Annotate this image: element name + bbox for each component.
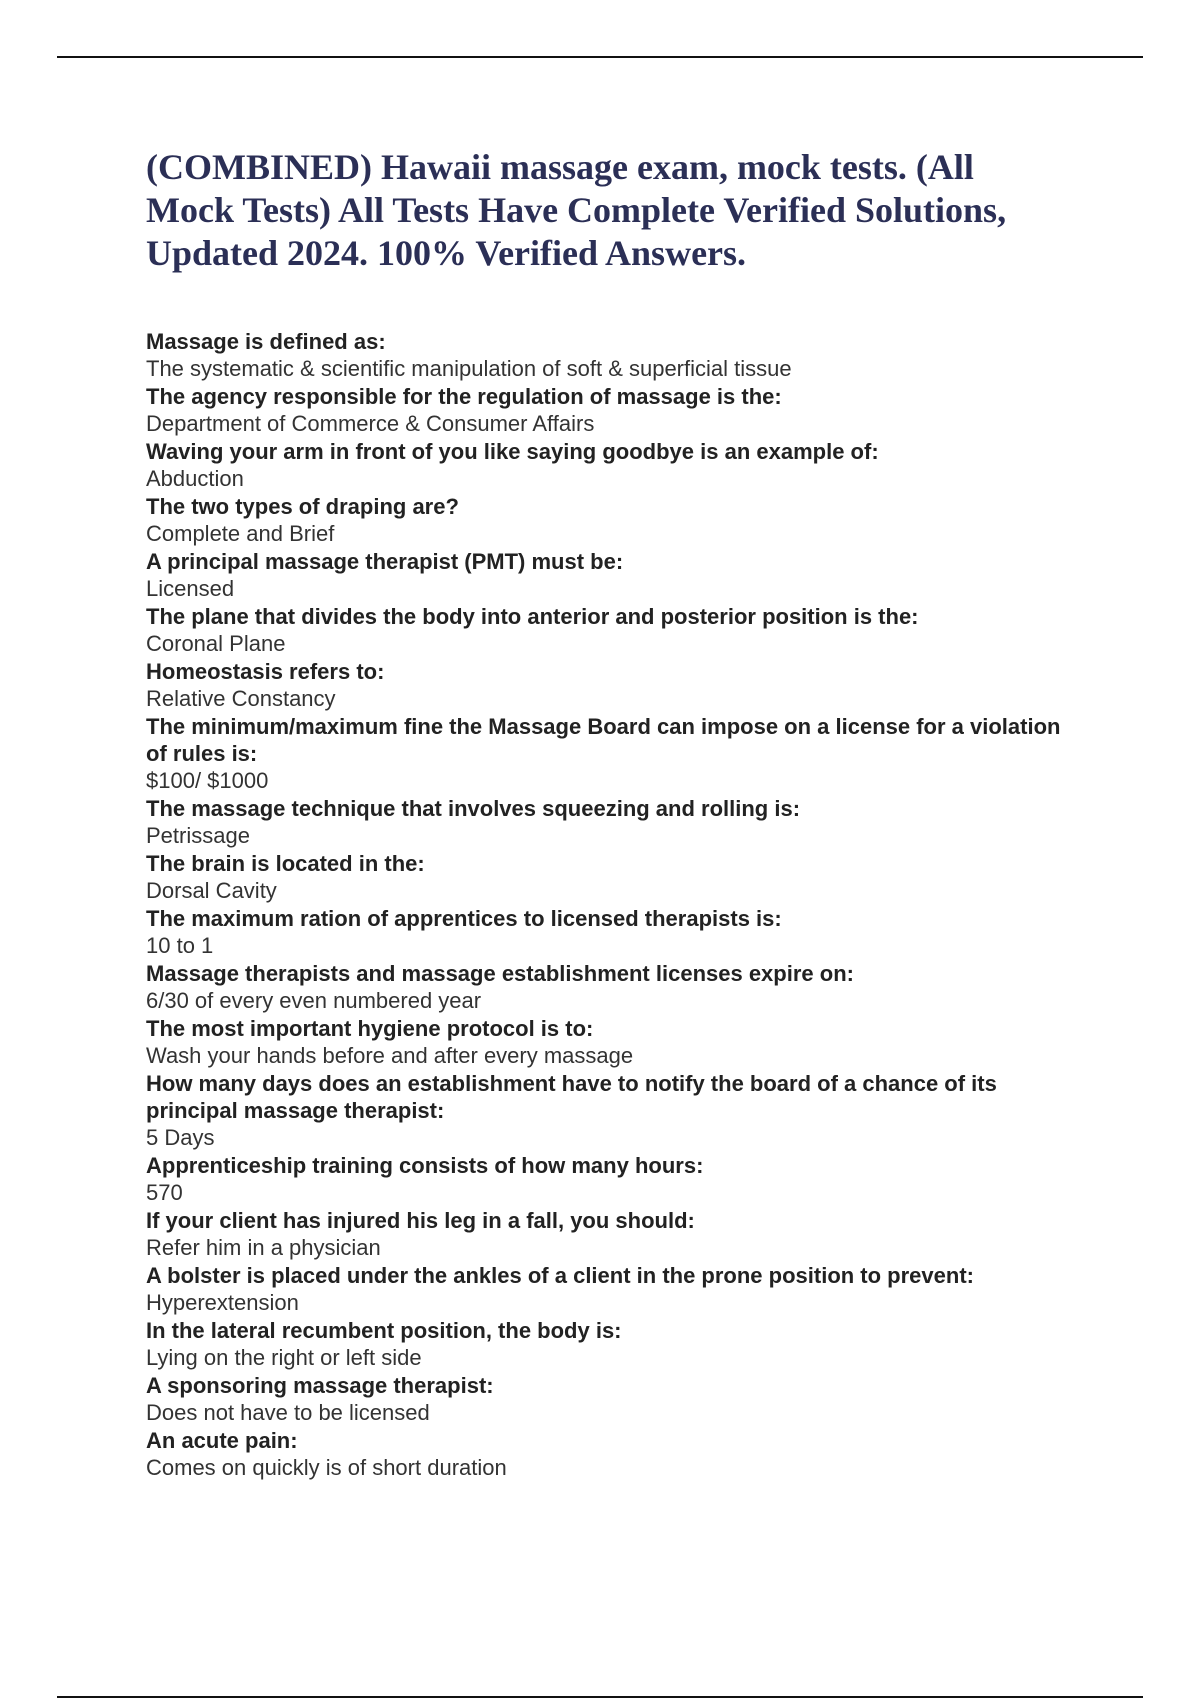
answer: Lying on the right or left side <box>146 1345 422 1370</box>
qa-item <box>146 383 1066 438</box>
question: The brain is located in the: <box>146 851 425 876</box>
qa-list <box>146 328 1066 1482</box>
question: The two types of draping are? <box>146 494 459 519</box>
qa-item <box>146 960 1066 1015</box>
answer: Dorsal Cavity <box>146 878 277 903</box>
question: The most important hygiene protocol is to: <box>146 1016 594 1041</box>
qa-item <box>146 1070 1066 1152</box>
qa-item <box>146 1317 1066 1372</box>
question: Waving your arm in front of you like saying goodbye is an example of: <box>146 439 879 464</box>
qa-item <box>146 658 1066 713</box>
top-divider <box>57 56 1143 58</box>
answer: Does not have to be licensed <box>146 1400 430 1425</box>
answer: Hyperextension <box>146 1290 299 1315</box>
answer: Licensed <box>146 576 235 601</box>
qa-item <box>146 795 1066 850</box>
answer: 5 Days <box>146 1125 215 1150</box>
answer: Comes on quickly is of short duration <box>146 1455 507 1480</box>
question: Homeostasis refers to: <box>146 659 385 684</box>
qa-item <box>146 493 1066 548</box>
question: The minimum/maximum fine the Massage Board can impose on a license for a violation of rules is: <box>146 714 1061 766</box>
question: An acute pain: <box>146 1428 298 1453</box>
qa-item <box>146 328 1066 383</box>
question: The agency responsible for the regulation of massage is the: <box>146 384 782 409</box>
answer: Refer him in a physician <box>146 1235 381 1260</box>
qa-item <box>146 713 1066 795</box>
qa-item <box>146 850 1066 905</box>
question: A bolster is placed under the ankles of a client in the prone position to prevent: <box>146 1263 974 1288</box>
qa-item <box>146 1015 1066 1070</box>
qa-item <box>146 1427 1066 1482</box>
answer: Coronal Plane <box>146 631 286 656</box>
question: A principal massage therapist (PMT) must be: <box>146 549 624 574</box>
question: In the lateral recumbent position, the body is: <box>146 1318 622 1343</box>
answer: The systematic & scientific manipulation of soft & superficial tissue <box>146 356 792 381</box>
document-title: (COMBINED) Hawaii massage exam, mock tests. (All Mock Tests) All Tests Have Complete Verified Solutions, Updated 2024. 100% Verified Answers. <box>146 147 1007 273</box>
qa-item <box>146 548 1066 603</box>
question: The maximum ration of apprentices to licensed therapists is: <box>146 906 782 931</box>
answer: 570 <box>146 1180 183 1205</box>
qa-item <box>146 1372 1066 1427</box>
answer: Complete and Brief <box>146 521 335 546</box>
bottom-divider <box>57 1696 1143 1698</box>
qa-item <box>146 1152 1066 1207</box>
qa-item <box>146 905 1066 960</box>
answer: 6/30 of every even numbered year <box>146 988 482 1013</box>
answer: Petrissage <box>146 823 250 848</box>
answer: $100/ $1000 <box>146 768 269 793</box>
qa-item <box>146 1207 1066 1262</box>
qa-item <box>146 603 1066 658</box>
answer: Department of Commerce & Consumer Affairs <box>146 411 595 436</box>
qa-item <box>146 1262 1066 1317</box>
question: How many days does an establishment have to notify the board of a chance of its principal massage therapist: <box>146 1071 997 1123</box>
question: Apprenticeship training consists of how many hours: <box>146 1153 704 1178</box>
question: Massage therapists and massage establishment licenses expire on: <box>146 961 854 986</box>
qa-item <box>146 438 1066 493</box>
answer: Relative Constancy <box>146 686 336 711</box>
answer: Abduction <box>146 466 244 491</box>
question: The plane that divides the body into anterior and posterior position is the: <box>146 604 919 629</box>
question: A sponsoring massage therapist: <box>146 1373 494 1398</box>
question: Massage is defined as: <box>146 329 386 354</box>
question: The massage technique that involves squeezing and rolling is: <box>146 796 801 821</box>
answer: 10 to 1 <box>146 933 214 958</box>
question: If your client has injured his leg in a fall, you should: <box>146 1208 695 1233</box>
answer: Wash your hands before and after every massage <box>146 1043 634 1068</box>
